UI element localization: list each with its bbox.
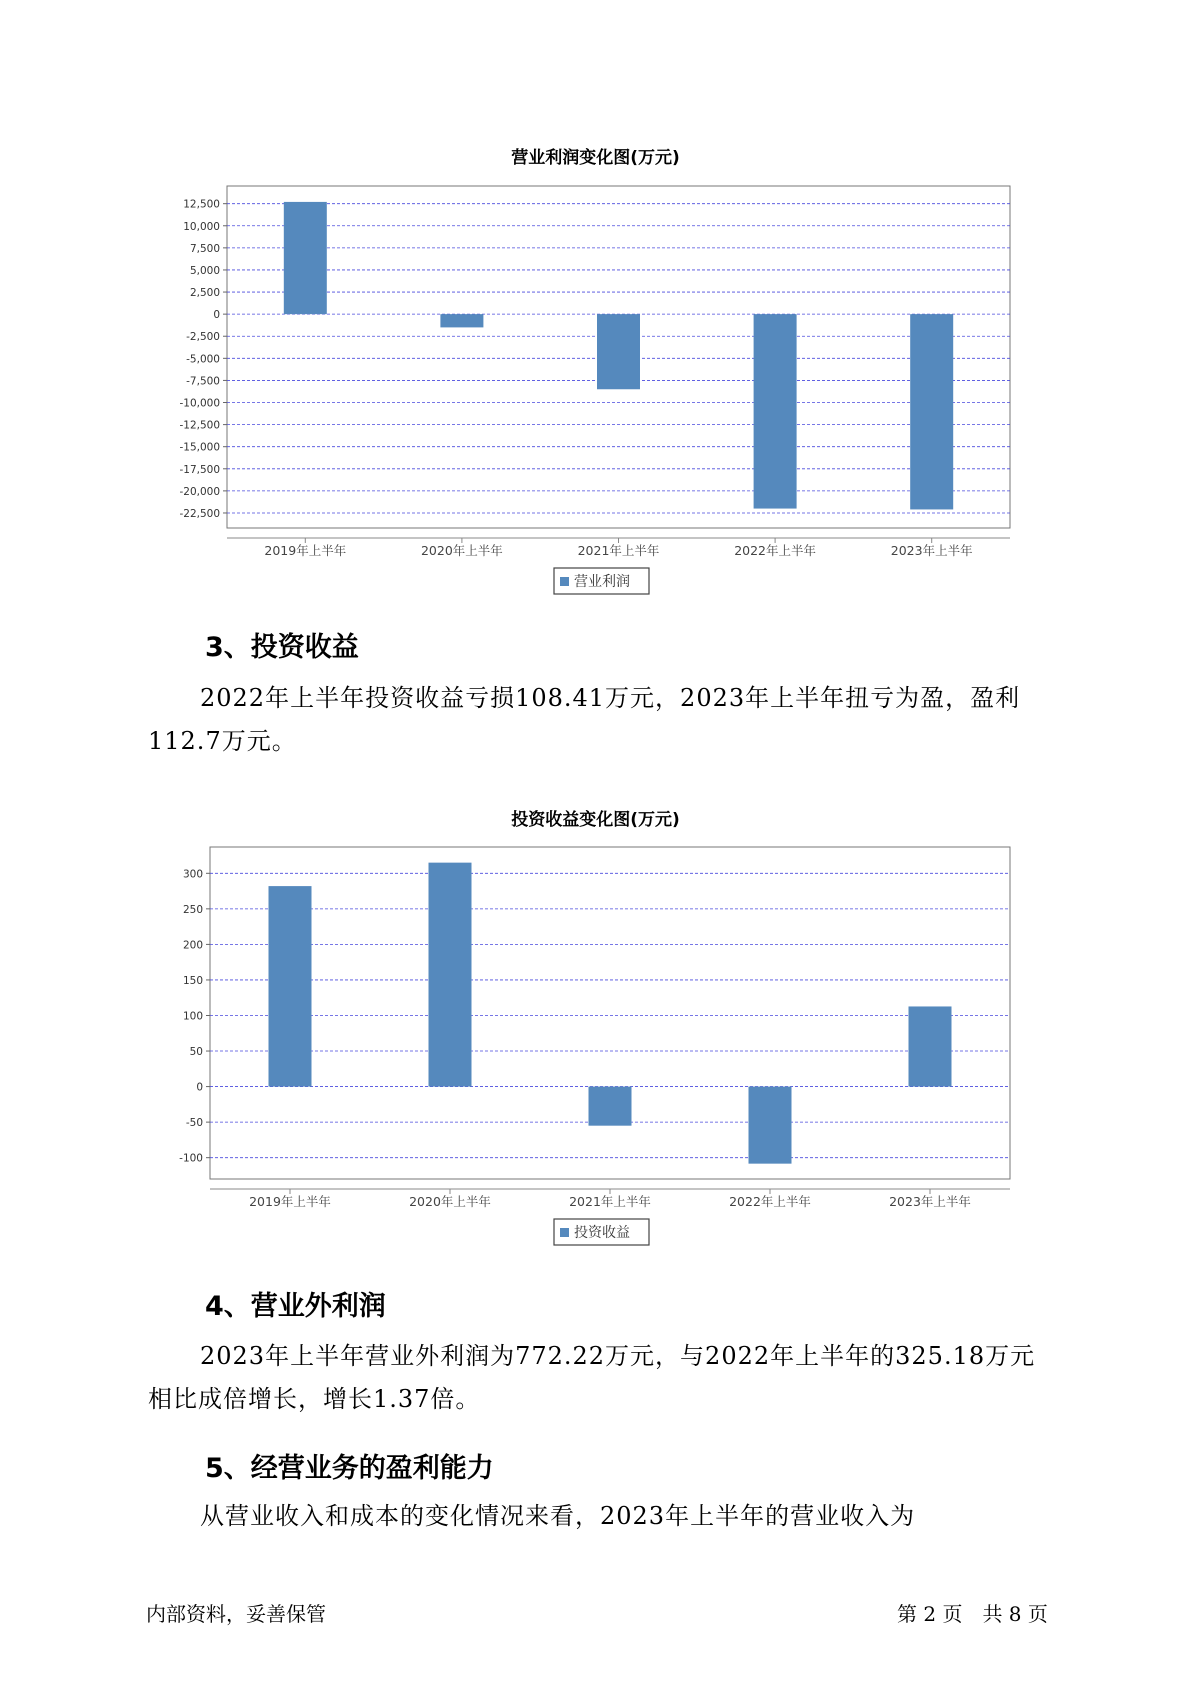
chart2-investment-income [0,822,1191,1242]
y-tick-label: 2,500 [189,287,220,300]
bar [754,314,797,508]
y-tick-label: 50 [189,1046,203,1059]
section3-paragraph: 2022年上半年投资收益亏损108.41万元，2023年上半年扭亏为盈，盈利112.7万元。 [148,684,1021,755]
y-tick-label: -7,500 [186,375,220,388]
legend-label: 营业利润 [574,574,630,590]
y-tick-label: 300 [182,868,203,881]
x-tick-label: 2020年上半年 [409,1194,491,1209]
bar [909,1006,952,1086]
y-tick-label: -100 [179,1152,203,1165]
section4-paragraph: 2023年上半年营业外利润为772.22万元，与2022年上半年的325.18万元相比成倍增长，增长1.37倍。 [148,1342,1036,1413]
bar [429,863,472,1087]
x-tick-label: 2019年上半年 [249,1194,331,1209]
section3-heading: 3、投资收益 [205,632,359,663]
bar [269,886,312,1086]
y-tick-label: -17,500 [179,463,220,476]
y-tick-label: 0 [213,309,220,322]
y-tick-label: 10,000 [183,220,220,233]
bar [749,1087,792,1164]
footer-page-number: 第 2 页 共 8 页 [897,1602,1048,1626]
y-tick-label: -20,000 [179,485,220,498]
section5-heading: 5、经营业务的盈利能力 [205,1453,494,1484]
y-tick-label: -22,500 [179,507,220,520]
x-tick-label: 2019年上半年 [264,543,347,558]
y-tick-label: -5,000 [186,353,220,366]
y-tick-label: -15,000 [179,441,220,454]
footer-left: 内部资料，妥善保管 [146,1602,326,1626]
x-tick-label: 2021年上半年 [569,1194,651,1209]
bar [440,314,483,327]
y-tick-label: 0 [196,1081,203,1094]
plot-area [210,847,1010,1179]
y-tick-label: 100 [182,1010,203,1023]
legend-label: 投资收益 [574,1225,630,1241]
x-tick-label: 2020年上半年 [420,543,503,558]
y-tick-label: 12,500 [183,198,220,211]
y-tick-label: 200 [182,939,203,952]
section4-heading: 4、营业外利润 [205,1291,386,1322]
y-tick-label: 5,000 [189,264,220,277]
x-tick-label: 2023年上半年 [889,1194,971,1209]
bar [910,314,953,509]
y-tick-label: -12,500 [179,419,220,432]
bar [589,1087,632,1126]
legend-swatch [560,577,569,586]
x-tick-label: 2022年上半年 [729,1194,811,1209]
x-tick-label: 2022年上半年 [734,543,817,558]
section5-paragraph: 从营业收入和成本的变化情况来看，2023年上半年的营业收入为 [200,1502,916,1530]
bar [597,314,640,389]
y-tick-label: 150 [182,974,203,987]
chart2-title: 投资收益变化图(万元) [511,810,680,830]
x-tick-label: 2021年上半年 [577,543,660,558]
y-tick-label: -50 [185,1117,203,1130]
chart1-operating-profit [0,160,1191,590]
y-tick-label: -2,500 [186,331,220,344]
x-tick-label: 2023年上半年 [890,543,973,558]
y-tick-label: -10,000 [179,397,220,410]
legend-swatch [560,1228,569,1237]
y-tick-label: 250 [182,903,203,916]
y-tick-label: 7,500 [189,242,220,255]
chart1-title: 营业利润变化图(万元) [511,148,680,168]
bar [284,202,327,314]
